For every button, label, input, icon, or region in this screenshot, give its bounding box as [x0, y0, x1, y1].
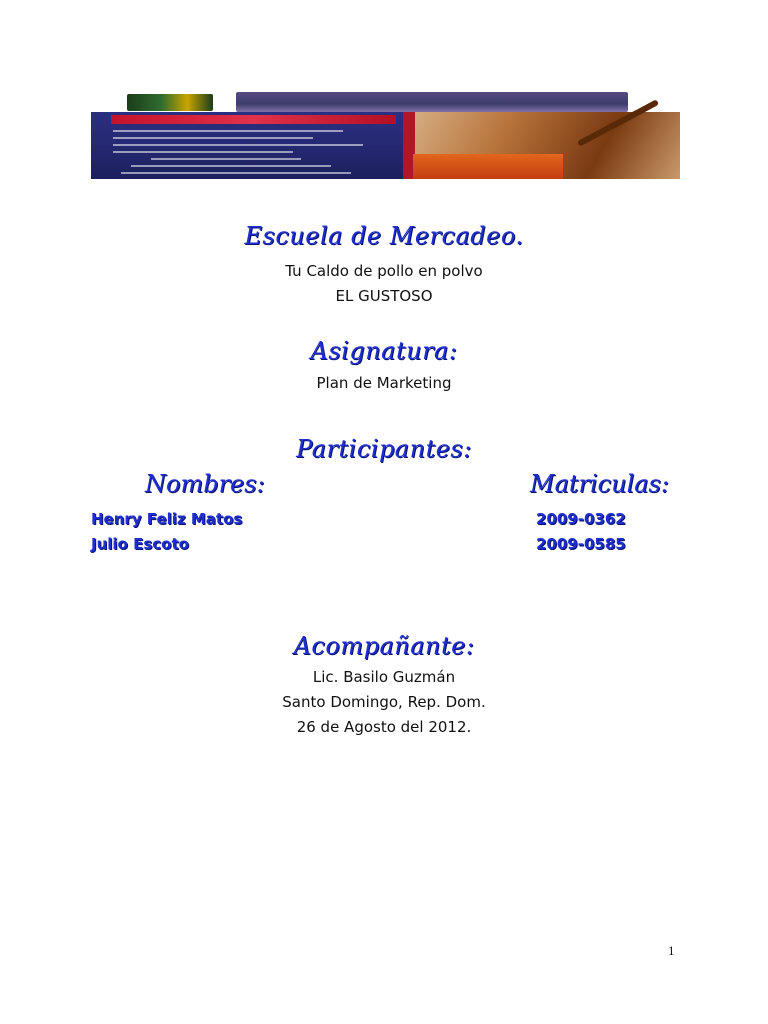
banner-text-stripe	[113, 137, 313, 139]
banner-gavel-photo	[403, 112, 680, 179]
banner-text-stripe	[113, 144, 363, 146]
participant-id: 2009-0362	[536, 510, 626, 528]
banner-text-stripe	[151, 158, 301, 160]
advisor-name: Lic. Basilo Guzmán	[312, 668, 456, 686]
participant-name: Henry Feliz Matos	[91, 510, 243, 528]
names-column-heading: Nombres:	[145, 470, 265, 498]
date-line: 26 de Agosto del 2012.	[296, 718, 472, 736]
banner-text-stripe	[113, 130, 343, 132]
advisor-heading: Acompañante:	[293, 632, 475, 660]
subject-value: Plan de Marketing	[316, 374, 452, 392]
school-heading: Escuela de Mercadeo.	[244, 222, 524, 250]
unicaribe-logo-wordmark	[236, 92, 628, 112]
participant-id: 2009-0585	[536, 535, 626, 553]
subject-heading: Asignatura:	[310, 337, 458, 365]
participant-name: Julio Escoto	[91, 535, 189, 553]
university-seal-icon	[127, 94, 213, 111]
banner-blue-panel	[91, 112, 403, 179]
unicaribe-banner-image	[91, 92, 680, 179]
participants-heading: Participantes:	[296, 435, 472, 463]
ids-column-heading: Matriculas:	[530, 470, 669, 498]
location-line: Santo Domingo, Rep. Dom.	[282, 693, 486, 711]
product-line: Tu Caldo de pollo en polvo	[285, 262, 483, 280]
page-number: 1	[668, 943, 675, 958]
banner-red-bar	[111, 115, 396, 124]
banner-text-stripe	[131, 165, 331, 167]
banner-text-stripe	[113, 151, 293, 153]
product-name: EL GUSTOSO	[335, 287, 433, 305]
banner-orange-block	[413, 154, 563, 179]
banner-text-stripe	[121, 172, 351, 174]
